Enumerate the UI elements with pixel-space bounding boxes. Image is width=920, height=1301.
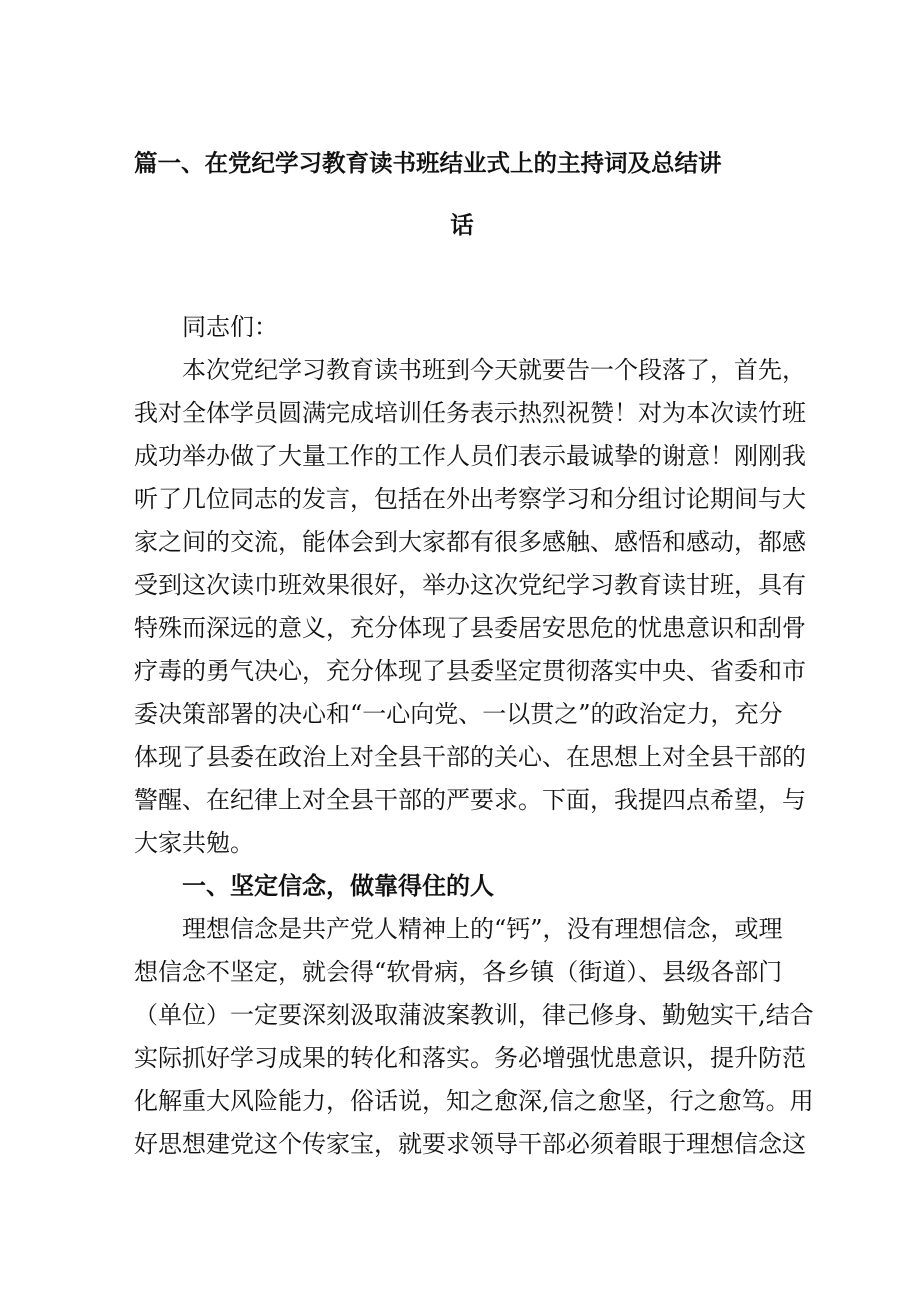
paragraph-line: 本次党纪学习教育读书班到今天就要告一个段落了，首先， [182, 356, 806, 384]
paragraph-line: 成功举办做了大量工作的工作人员们表示最诚挚的谢意！刚刚我 [134, 442, 806, 470]
paragraph-line: 特殊而深远的意义，充分体现了县委居安思危的忧患意识和刮骨 [134, 614, 806, 642]
paragraph-line: 好思想建党这个传家宝，就要求领导干部必须着眼于理想信念这 [134, 1130, 806, 1158]
paragraph-line: 疗毒的勇气决心，充分体现了县委坚定贯彻落实中央、省委和市 [134, 657, 806, 685]
paragraph-line: 想信念不坚定，就会得“软骨病，各乡镇（街道）、县级各部门 [134, 958, 783, 986]
salutation: 同志们： [182, 313, 278, 341]
paragraph-line: 受到这次读巾班效果很好，举办这次党纪学习教育读甘班，具有 [134, 571, 806, 599]
paragraph-line: 家之间的交流，能体会到大家都有很多感触、感悟和感动，都感 [134, 528, 806, 556]
paragraph-line: 警醒、在纪律上对全县干部的严要求。下面，我提四点希望，与 [134, 786, 806, 814]
section-heading: 一、坚定信念，做靠得住的人 [182, 872, 494, 900]
paragraph-line: 听了几位同志的发言，包括在外出考察学习和分组讨论期间与大 [134, 485, 806, 513]
paragraph-line: 大家共勉。 [134, 829, 254, 857]
paragraph-line: 我对全体学员圆满完成培训任务表示热烈祝赞！对为本次读竹班 [134, 399, 806, 427]
paragraph-line: 实际抓好学习成果的转化和落实。务必增强忧患意识，提升防范 [134, 1044, 806, 1072]
document-title-continuation: 话 [450, 211, 474, 239]
paragraph-line: 委决策部署的决心和“一心向党、一以贯之”的政治定力，充分 [134, 700, 783, 728]
document-title: 篇一、在党纪学习教育读书班结业式上的主持词及总结讲 [134, 149, 722, 177]
paragraph-line: 体现了县委在政治上对全县干部的关心、在思想上对全县干部的 [134, 743, 806, 771]
paragraph-line: （单位）一定要深刻汲取蒲波案教训，律己修身、勤勉实干,结合 [134, 1001, 814, 1029]
paragraph-line: 理想信念是共产党人精神上的“钙”，没有理想信念，或理 [182, 915, 783, 943]
paragraph-line: 化解重大风险能力，俗话说，知之愈深,信之愈坚，行之愈笃。用 [134, 1087, 814, 1115]
